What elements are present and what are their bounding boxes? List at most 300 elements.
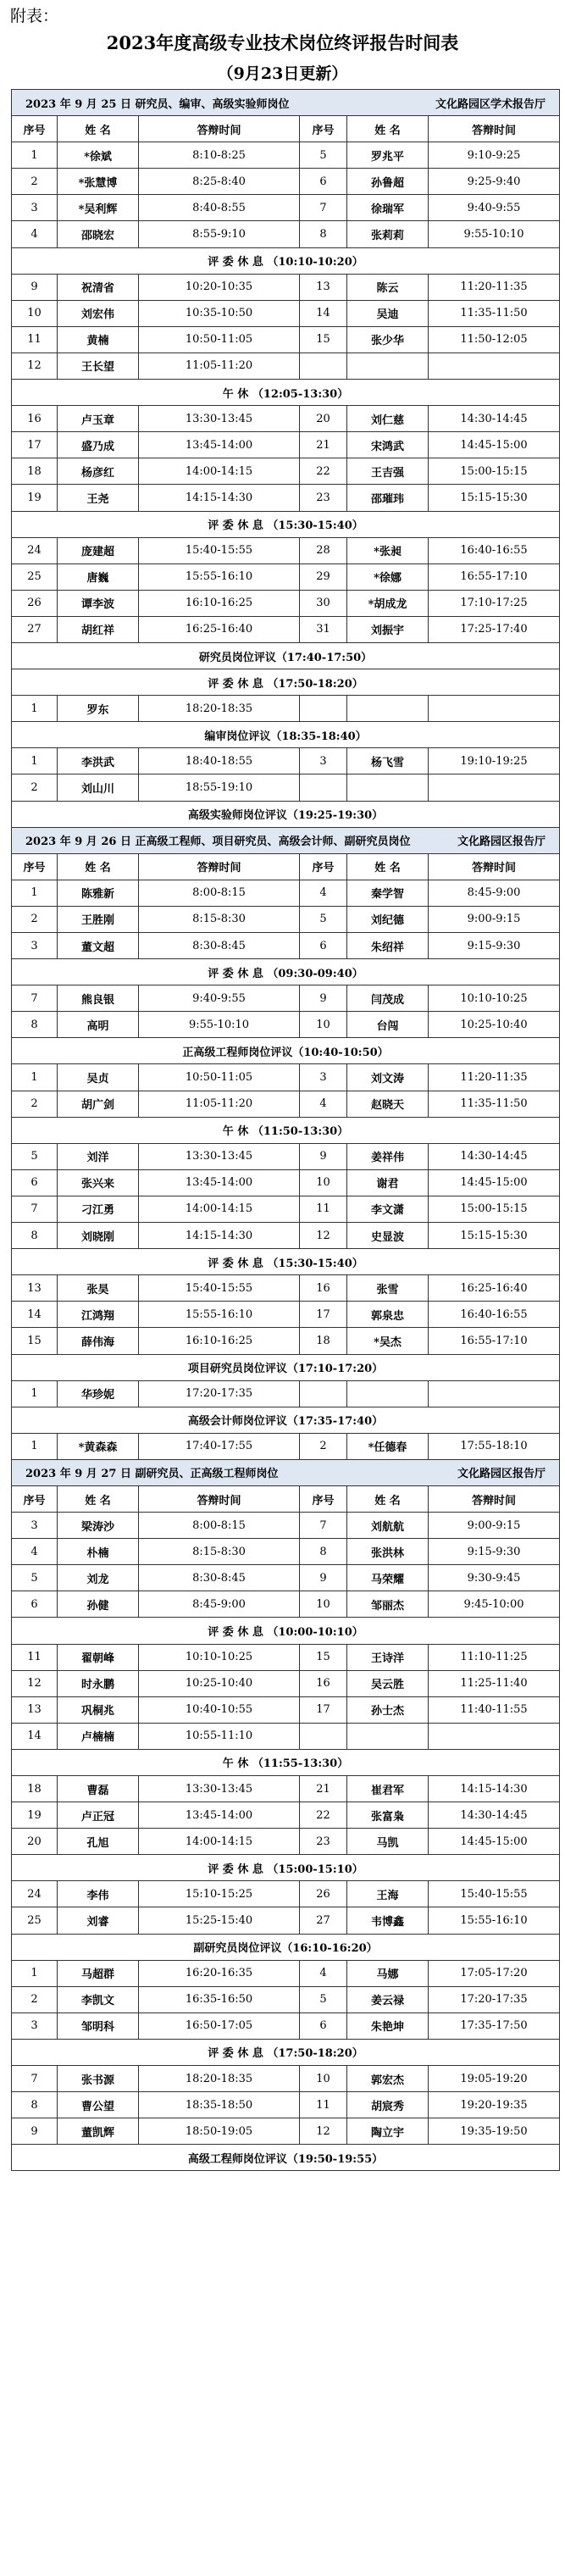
defense-time bbox=[429, 696, 560, 722]
defense-time: 15:15-15:30 bbox=[429, 485, 560, 511]
candidate-name: 马荣耀 bbox=[347, 1565, 429, 1591]
candidate-name: 台闯 bbox=[347, 1012, 429, 1038]
break-row bbox=[12, 2145, 560, 2171]
break-label: 评 委 休 息 （15:30-15:40） bbox=[12, 1249, 560, 1275]
defense-time: 9:40-9:55 bbox=[139, 985, 300, 1012]
seq-number: 22 bbox=[300, 458, 347, 485]
defense-time: 14:30-14:45 bbox=[429, 406, 560, 432]
seq-number: 7 bbox=[12, 2066, 58, 2092]
candidate-name: 李伟 bbox=[58, 1881, 139, 1907]
candidate-name: 杨彦红 bbox=[58, 458, 139, 485]
candidate-name: 陈雅新 bbox=[58, 880, 139, 906]
break-row bbox=[12, 801, 560, 827]
break-row bbox=[12, 1249, 560, 1275]
defense-time: 8:45-9:00 bbox=[139, 1591, 300, 1618]
defense-time: 10:50-11:05 bbox=[139, 326, 300, 353]
candidate-name bbox=[347, 696, 429, 722]
candidate-name bbox=[347, 774, 429, 801]
table-row bbox=[12, 1723, 560, 1749]
column-header: 姓 名 bbox=[347, 1485, 429, 1512]
seq-number: 18 bbox=[12, 458, 58, 485]
defense-time: 11:10-11:25 bbox=[429, 1644, 560, 1670]
candidate-name: 罗兆平 bbox=[347, 142, 429, 169]
seq-number: 11 bbox=[300, 1196, 347, 1222]
seq-number: 17 bbox=[300, 1302, 347, 1328]
defense-time: 9:30-9:45 bbox=[429, 1565, 560, 1591]
candidate-name: 曹磊 bbox=[58, 1776, 139, 1802]
candidate-name: *张昶 bbox=[347, 537, 429, 564]
table-row bbox=[12, 1275, 560, 1302]
seq-number: 4 bbox=[300, 1960, 347, 1986]
break-row bbox=[12, 1855, 560, 1881]
seq-number: 2 bbox=[12, 1986, 58, 2012]
day-header-row bbox=[12, 827, 560, 853]
defense-time: 8:30-8:45 bbox=[139, 1565, 300, 1591]
defense-time: 15:15-15:30 bbox=[429, 1223, 560, 1249]
defense-time bbox=[429, 1380, 560, 1407]
break-label: 高级实验师岗位评议（19:25-19:30） bbox=[12, 801, 560, 827]
candidate-name: 高明 bbox=[58, 1012, 139, 1038]
break-row bbox=[12, 380, 560, 406]
seq-number: 27 bbox=[12, 616, 58, 642]
candidate-name: 邹丽杰 bbox=[347, 1591, 429, 1618]
candidate-name: 马娜 bbox=[347, 1960, 429, 1986]
seq-number: 1 bbox=[12, 1064, 58, 1091]
defense-time: 11:20-11:35 bbox=[429, 1064, 560, 1091]
column-header: 序号 bbox=[12, 116, 58, 142]
candidate-name bbox=[347, 1723, 429, 1749]
defense-time: 15:00-15:15 bbox=[429, 1196, 560, 1222]
candidate-name: 吴贞 bbox=[58, 1064, 139, 1091]
defense-time: 11:05-11:20 bbox=[139, 353, 300, 379]
seq-number: 12 bbox=[300, 2118, 347, 2145]
seq-number: 15 bbox=[300, 1644, 347, 1670]
document-subtitle: （9月23日更新） bbox=[217, 64, 348, 83]
candidate-name: 马凯 bbox=[347, 1829, 429, 1855]
seq-number: 11 bbox=[300, 2092, 347, 2118]
defense-time: 9:00-9:15 bbox=[429, 906, 560, 932]
break-label: 评 委 休 息 （15:30-15:40） bbox=[12, 511, 560, 537]
table-row bbox=[12, 1513, 560, 1539]
candidate-name: 姜云禄 bbox=[347, 1986, 429, 2012]
candidate-name: 张洪林 bbox=[347, 1539, 429, 1565]
column-header: 答辩时间 bbox=[139, 1485, 300, 1512]
seq-number: 26 bbox=[12, 590, 58, 616]
defense-time: 17:40-17:55 bbox=[139, 1433, 300, 1459]
candidate-name: 邹明科 bbox=[58, 2012, 139, 2039]
candidate-name: *黄森森 bbox=[58, 1433, 139, 1459]
defense-time: 13:30-13:45 bbox=[139, 1143, 300, 1169]
seq-number: 17 bbox=[12, 432, 58, 458]
break-row bbox=[12, 1934, 560, 1960]
candidate-name: 崔君军 bbox=[347, 1776, 429, 1802]
seq-number: 19 bbox=[12, 1802, 58, 1829]
defense-time: 17:05-17:20 bbox=[429, 1960, 560, 1986]
candidate-name: 郭宏杰 bbox=[347, 2066, 429, 2092]
column-header: 答辩时间 bbox=[429, 853, 560, 880]
schedule-table bbox=[11, 89, 560, 2171]
candidate-name: 邵晓宏 bbox=[58, 221, 139, 247]
defense-time: 14:45-15:00 bbox=[429, 1829, 560, 1855]
table-row bbox=[12, 616, 560, 642]
seq-number: 9 bbox=[12, 2118, 58, 2145]
defense-time: 9:55-10:10 bbox=[139, 1012, 300, 1038]
seq-number: 6 bbox=[300, 933, 347, 959]
candidate-name: *吴利辉 bbox=[58, 195, 139, 221]
seq-number: 14 bbox=[12, 1302, 58, 1328]
candidate-name: *吴杰 bbox=[347, 1328, 429, 1354]
break-label: 午 休 （11:50-13:30） bbox=[12, 1117, 560, 1143]
seq-number: 2 bbox=[12, 774, 58, 801]
seq-number: 5 bbox=[12, 1143, 58, 1169]
table-row bbox=[12, 1302, 560, 1328]
defense-time: 18:40-18:55 bbox=[139, 748, 300, 774]
candidate-name: *张慧博 bbox=[58, 169, 139, 195]
defense-time: 15:40-15:55 bbox=[139, 537, 300, 564]
table-row bbox=[12, 1986, 560, 2012]
table-row bbox=[12, 142, 560, 169]
defense-time: 14:15-14:30 bbox=[429, 1776, 560, 1802]
table-row bbox=[12, 485, 560, 511]
table-row bbox=[12, 1644, 560, 1670]
table-row bbox=[12, 1328, 560, 1354]
candidate-name: 谢君 bbox=[347, 1169, 429, 1196]
candidate-name: 胡广剑 bbox=[58, 1091, 139, 1117]
seq-number: 24 bbox=[12, 1881, 58, 1907]
seq-number: 21 bbox=[300, 432, 347, 458]
table-row bbox=[12, 2118, 560, 2145]
candidate-name: 闫茂成 bbox=[347, 985, 429, 1012]
seq-number: 16 bbox=[12, 406, 58, 432]
seq-number: 5 bbox=[300, 142, 347, 169]
table-row bbox=[12, 1380, 560, 1407]
candidate-name: 韦博鑫 bbox=[347, 1907, 429, 1934]
day-venue: 文化路园区报告厅 bbox=[457, 836, 546, 849]
candidate-name: 吴迪 bbox=[347, 300, 429, 326]
defense-time: 16:40-16:55 bbox=[429, 1302, 560, 1328]
candidate-name: 徐瑞军 bbox=[347, 195, 429, 221]
defense-time: 8:00-8:15 bbox=[139, 1513, 300, 1539]
candidate-name: 谭李波 bbox=[58, 590, 139, 616]
defense-time: 8:30-8:45 bbox=[139, 933, 300, 959]
seq-number: 1 bbox=[12, 748, 58, 774]
candidate-name: *胡成龙 bbox=[347, 590, 429, 616]
seq-number: 15 bbox=[300, 326, 347, 353]
seq-number: 11 bbox=[12, 1644, 58, 1670]
table-row bbox=[12, 1433, 560, 1459]
candidate-name: 江鸿翔 bbox=[58, 1302, 139, 1328]
candidate-name: 时永鹏 bbox=[58, 1670, 139, 1696]
seq-number: 31 bbox=[300, 616, 347, 642]
seq-number: 13 bbox=[12, 1275, 58, 1302]
seq-number: 25 bbox=[12, 564, 58, 590]
candidate-name: 孙鲁超 bbox=[347, 169, 429, 195]
defense-time: 14:00-14:15 bbox=[139, 1196, 300, 1222]
defense-time: 8:45-9:00 bbox=[429, 880, 560, 906]
break-row bbox=[12, 1038, 560, 1064]
candidate-name: 张兴来 bbox=[58, 1169, 139, 1196]
defense-time: 18:50-19:05 bbox=[139, 2118, 300, 2145]
candidate-name: 王长望 bbox=[58, 353, 139, 379]
defense-time: 9:10-9:25 bbox=[429, 142, 560, 169]
candidate-name: 唐巍 bbox=[58, 564, 139, 590]
seq-number: 9 bbox=[300, 985, 347, 1012]
seq-number: 13 bbox=[12, 1696, 58, 1723]
column-header: 序号 bbox=[12, 853, 58, 880]
seq-number: 25 bbox=[12, 1907, 58, 1934]
seq-number: 1 bbox=[12, 1380, 58, 1407]
defense-time: 16:20-16:35 bbox=[139, 1960, 300, 1986]
table-row bbox=[12, 1802, 560, 1829]
table-row bbox=[12, 1064, 560, 1091]
seq-number: 7 bbox=[12, 985, 58, 1012]
defense-time: 16:40-16:55 bbox=[429, 537, 560, 564]
day-session-title: 2023 年 9 月 25 日 研究员、编审、高级实验师岗位 bbox=[25, 97, 290, 111]
defense-time: 17:25-17:40 bbox=[429, 616, 560, 642]
table-row bbox=[12, 1091, 560, 1117]
defense-time bbox=[429, 353, 560, 379]
table-row bbox=[12, 564, 560, 590]
defense-time: 11:50-12:05 bbox=[429, 326, 560, 353]
seq-number: 7 bbox=[12, 1196, 58, 1222]
seq-number: 1 bbox=[12, 696, 58, 722]
defense-time: 18:55-19:10 bbox=[139, 774, 300, 801]
defense-time: 15:55-16:10 bbox=[429, 1907, 560, 1934]
table-row bbox=[12, 2092, 560, 2118]
seq-number: 1 bbox=[12, 880, 58, 906]
table-row bbox=[12, 1670, 560, 1696]
candidate-name: 庞建超 bbox=[58, 537, 139, 564]
defense-time: 9:25-9:40 bbox=[429, 169, 560, 195]
column-header: 序号 bbox=[12, 1485, 58, 1512]
defense-time: 11:20-11:35 bbox=[429, 274, 560, 300]
seq-number: 26 bbox=[300, 1881, 347, 1907]
seq-number: 19 bbox=[12, 485, 58, 511]
candidate-name: 赵晓天 bbox=[347, 1091, 429, 1117]
column-header-row bbox=[12, 1485, 560, 1512]
seq-number: 24 bbox=[12, 537, 58, 564]
column-header: 姓 名 bbox=[347, 116, 429, 142]
candidate-name: 熊良银 bbox=[58, 985, 139, 1012]
table-row bbox=[12, 537, 560, 564]
table-row bbox=[12, 1881, 560, 1907]
seq-number: 4 bbox=[300, 880, 347, 906]
seq-number: 2 bbox=[12, 906, 58, 932]
defense-time: 18:20-18:35 bbox=[139, 696, 300, 722]
table-row bbox=[12, 1696, 560, 1723]
break-row bbox=[12, 669, 560, 696]
defense-time: 14:00-14:15 bbox=[139, 1829, 300, 1855]
seq-number: 3 bbox=[12, 933, 58, 959]
seq-number: 3 bbox=[12, 1513, 58, 1539]
candidate-name: 吴云胜 bbox=[347, 1670, 429, 1696]
seq-number: 21 bbox=[300, 1776, 347, 1802]
column-header: 姓 名 bbox=[58, 116, 139, 142]
defense-time: 15:25-15:40 bbox=[139, 1907, 300, 1934]
break-label: 评 委 休 息 （10:00-10:10） bbox=[12, 1618, 560, 1644]
defense-time: 11:05-11:20 bbox=[139, 1091, 300, 1117]
seq-number: 6 bbox=[300, 169, 347, 195]
candidate-name: 王尧 bbox=[58, 485, 139, 511]
candidate-name: *任德春 bbox=[347, 1433, 429, 1459]
defense-time: 13:30-13:45 bbox=[139, 406, 300, 432]
candidate-name: 刘晓刚 bbox=[58, 1223, 139, 1249]
column-header: 答辩时间 bbox=[139, 853, 300, 880]
seq-number: 9 bbox=[300, 1143, 347, 1169]
candidate-name: 盛乃成 bbox=[58, 432, 139, 458]
candidate-name: 李文潇 bbox=[347, 1196, 429, 1222]
seq-number bbox=[300, 1380, 347, 1407]
table-row bbox=[12, 1223, 560, 1249]
table-row bbox=[12, 933, 560, 959]
break-label: 评 委 休 息 （17:50-18:20） bbox=[12, 669, 560, 696]
candidate-name: 胡红祥 bbox=[58, 616, 139, 642]
table-row bbox=[12, 406, 560, 432]
table-row bbox=[12, 748, 560, 774]
seq-number: 14 bbox=[300, 300, 347, 326]
defense-time: 14:45-15:00 bbox=[429, 432, 560, 458]
candidate-name: 孙健 bbox=[58, 1591, 139, 1618]
defense-time: 9:00-9:15 bbox=[429, 1513, 560, 1539]
seq-number: 7 bbox=[300, 1513, 347, 1539]
defense-time: 18:20-18:35 bbox=[139, 2066, 300, 2092]
table-row bbox=[12, 906, 560, 932]
defense-time: 19:20-19:35 bbox=[429, 2092, 560, 2118]
break-label: 项目研究员岗位评议（17:10-17:20） bbox=[12, 1354, 560, 1380]
break-row bbox=[12, 1407, 560, 1433]
table-row bbox=[12, 590, 560, 616]
candidate-name: 刘睿 bbox=[58, 1907, 139, 1934]
defense-time: 14:45-15:00 bbox=[429, 1169, 560, 1196]
defense-time: 14:30-14:45 bbox=[429, 1143, 560, 1169]
defense-time: 16:10-16:25 bbox=[139, 590, 300, 616]
seq-number: 6 bbox=[12, 1169, 58, 1196]
defense-time: 16:35-16:50 bbox=[139, 1986, 300, 2012]
candidate-name: 卢正冠 bbox=[58, 1802, 139, 1829]
seq-number: 4 bbox=[300, 1091, 347, 1117]
candidate-name: 董文超 bbox=[58, 933, 139, 959]
table-row bbox=[12, 300, 560, 326]
table-row bbox=[12, 353, 560, 379]
seq-number: 29 bbox=[300, 564, 347, 590]
candidate-name: 张雪 bbox=[347, 1275, 429, 1302]
candidate-name: 刘龙 bbox=[58, 1565, 139, 1591]
column-header-row bbox=[12, 853, 560, 880]
candidate-name: 孙士杰 bbox=[347, 1696, 429, 1723]
candidate-name: 刘山川 bbox=[58, 774, 139, 801]
seq-number: 3 bbox=[12, 2012, 58, 2039]
candidate-name: 刘纪德 bbox=[347, 906, 429, 932]
candidate-name: 张富枭 bbox=[347, 1802, 429, 1829]
defense-time: 10:35-10:50 bbox=[139, 300, 300, 326]
candidate-name: 卢楠楠 bbox=[58, 1723, 139, 1749]
defense-time: 11:25-11:40 bbox=[429, 1670, 560, 1696]
defense-time: 10:20-10:35 bbox=[139, 274, 300, 300]
seq-number: 8 bbox=[300, 221, 347, 247]
defense-time: 9:40-9:55 bbox=[429, 195, 560, 221]
seq-number: 8 bbox=[300, 1539, 347, 1565]
candidate-name: 李洪武 bbox=[58, 748, 139, 774]
seq-number: 5 bbox=[12, 1565, 58, 1591]
break-row bbox=[12, 247, 560, 274]
defense-time: 10:55-11:10 bbox=[139, 1723, 300, 1749]
column-header: 答辩时间 bbox=[429, 116, 560, 142]
candidate-name: 黄楠 bbox=[58, 326, 139, 353]
break-label: 评 委 休 息 （10:10-10:20） bbox=[12, 247, 560, 274]
seq-number: 30 bbox=[300, 590, 347, 616]
seq-number: 8 bbox=[12, 2092, 58, 2118]
candidate-name: *徐娜 bbox=[347, 564, 429, 590]
table-row bbox=[12, 458, 560, 485]
seq-number: 27 bbox=[300, 1907, 347, 1934]
defense-time: 9:15-9:30 bbox=[429, 1539, 560, 1565]
candidate-name: 陶立宇 bbox=[347, 2118, 429, 2145]
day-venue: 文化路园区学术报告厅 bbox=[435, 97, 546, 111]
defense-time: 16:55-17:10 bbox=[429, 564, 560, 590]
column-header: 姓 名 bbox=[58, 1485, 139, 1512]
seq-number bbox=[300, 353, 347, 379]
table-row bbox=[12, 169, 560, 195]
column-header: 答辩时间 bbox=[139, 116, 300, 142]
candidate-name: 秦学智 bbox=[347, 880, 429, 906]
seq-number: 20 bbox=[300, 406, 347, 432]
seq-number: 13 bbox=[300, 274, 347, 300]
table-row bbox=[12, 985, 560, 1012]
defense-time: 11:35-11:50 bbox=[429, 300, 560, 326]
candidate-name: 姜祥伟 bbox=[347, 1143, 429, 1169]
candidate-name: 罗东 bbox=[58, 696, 139, 722]
defense-time: 16:55-17:10 bbox=[429, 1328, 560, 1354]
column-header-row bbox=[12, 116, 560, 142]
seq-number: 18 bbox=[12, 1776, 58, 1802]
defense-time: 13:45-14:00 bbox=[139, 1802, 300, 1829]
attachment-label: 附表： bbox=[10, 7, 59, 25]
defense-time: 9:55-10:10 bbox=[429, 221, 560, 247]
break-label: 评 委 休 息 （15:00-15:10） bbox=[12, 1855, 560, 1881]
seq-number: 2 bbox=[12, 1091, 58, 1117]
defense-time: 8:10-8:25 bbox=[139, 142, 300, 169]
defense-time: 15:55-16:10 bbox=[139, 1302, 300, 1328]
defense-time: 19:35-19:50 bbox=[429, 2118, 560, 2145]
break-row bbox=[12, 1354, 560, 1380]
defense-time: 14:30-14:45 bbox=[429, 1802, 560, 1829]
table-row bbox=[12, 1907, 560, 1934]
break-label: 午 休 （11:55-13:30） bbox=[12, 1749, 560, 1775]
table-row bbox=[12, 1169, 560, 1196]
candidate-name: 翟朝峰 bbox=[58, 1644, 139, 1670]
break-label: 编审岗位评议（18:35-18:40） bbox=[12, 722, 560, 748]
candidate-name: 董凯辉 bbox=[58, 2118, 139, 2145]
table-row bbox=[12, 1196, 560, 1222]
seq-number: 15 bbox=[12, 1328, 58, 1354]
seq-number: 8 bbox=[12, 1223, 58, 1249]
defense-time bbox=[429, 1723, 560, 1749]
column-header: 序号 bbox=[300, 116, 347, 142]
seq-number: 6 bbox=[12, 1591, 58, 1618]
table-row bbox=[12, 1591, 560, 1618]
defense-time: 8:15-8:30 bbox=[139, 906, 300, 932]
defense-time: 8:00-8:15 bbox=[139, 880, 300, 906]
candidate-name: 华珍妮 bbox=[58, 1380, 139, 1407]
table-row bbox=[12, 1143, 560, 1169]
candidate-name: 胡宸秀 bbox=[347, 2092, 429, 2118]
table-row bbox=[12, 221, 560, 247]
candidate-name: 刘航航 bbox=[347, 1513, 429, 1539]
seq-number: 14 bbox=[12, 1723, 58, 1749]
seq-number: 23 bbox=[300, 1829, 347, 1855]
break-label: 正高级工程师岗位评议（10:40-10:50） bbox=[12, 1038, 560, 1064]
break-row bbox=[12, 511, 560, 537]
